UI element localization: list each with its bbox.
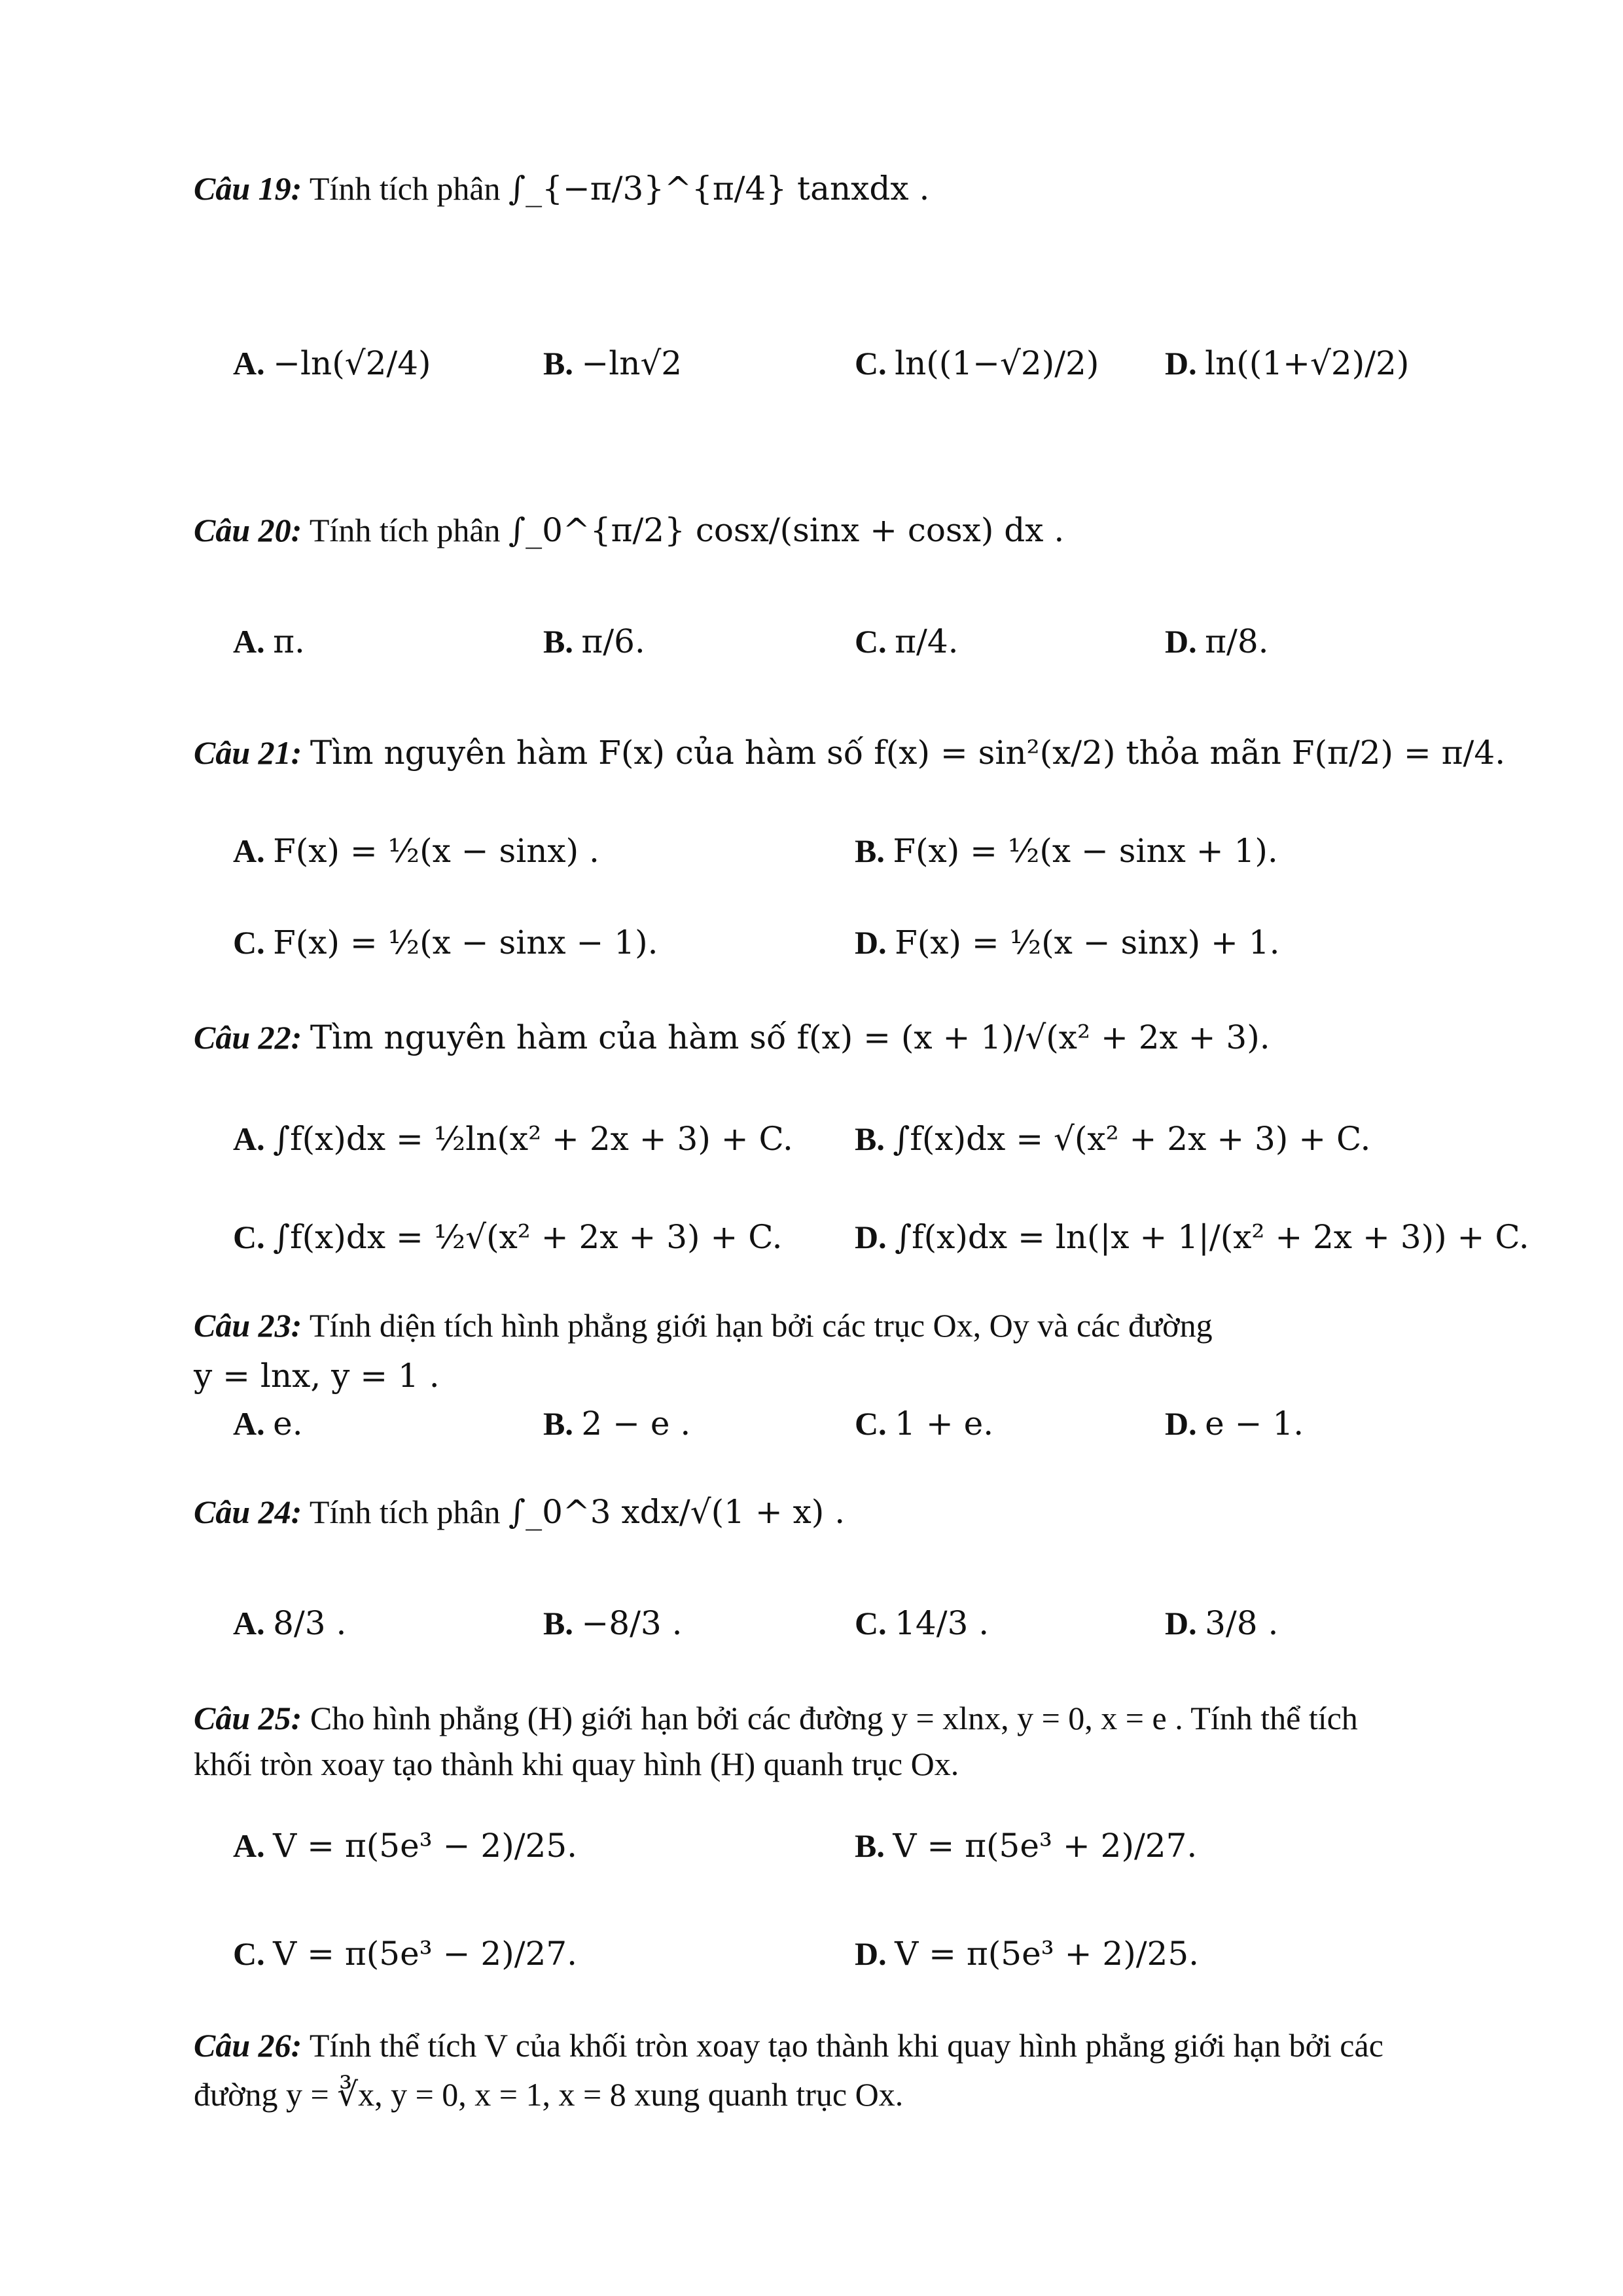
option-d: D. 3/8 . — [1165, 1604, 1279, 1642]
option-b: B. V = π(5e³ + 2)/27. — [855, 1827, 1198, 1865]
option-a: A. e. — [233, 1405, 303, 1443]
question-25 — [194, 1698, 1358, 1738]
option-c: C. 14/3 . — [855, 1604, 990, 1642]
option-a: A. ∫f(x)dx = ½ln(x² + 2x + 3) + C. — [233, 1120, 793, 1158]
option-a: A. F(x) = ½(x − sinx) . — [233, 832, 599, 870]
question-label: Câu 23: — [194, 1307, 302, 1344]
question-20 — [194, 511, 1064, 550]
question-23-line-2: y = lnx, y = 1 . — [194, 1357, 440, 1395]
option-c: C. π/4. — [855, 622, 959, 660]
option-d: D. V = π(5e³ + 2)/25. — [855, 1935, 1200, 1973]
question-text: Tính tích phân — [309, 170, 501, 207]
question-label: Câu 19: — [194, 170, 302, 207]
option-b: B. −8/3 . — [543, 1604, 683, 1642]
option-d: D. ln((1+√2)/2) — [1165, 344, 1410, 382]
question-label: Câu 24: — [194, 1494, 302, 1530]
question-22 — [194, 1018, 1270, 1057]
question-expression: ∫_{−π/3}^{π/4} tanxdx . — [508, 170, 930, 207]
option-b: B. F(x) = ½(x − sinx + 1). — [855, 832, 1278, 870]
option-b: B. 2 − e . — [543, 1405, 691, 1443]
question-label: Câu 22: — [194, 1019, 302, 1056]
question-19 — [194, 169, 929, 208]
option-c: C. ln((1−√2)/2) — [855, 344, 1099, 382]
question-expression: ∫_0^3 xdx/√(1 + x) . — [508, 1493, 846, 1531]
option-b: B. π/6. — [543, 622, 645, 660]
question-text: Cho hình phẳng (H) giới hạn bởi các đường y = xlnx, y = 0, x = e . Tính thể tích — [310, 1700, 1358, 1736]
question-24 — [194, 1492, 845, 1532]
option-c: C. F(x) = ½(x − sinx − 1). — [233, 924, 658, 961]
question-26-line-2: đường y = ∛x, y = 0, x = 1, x = 8 xung quanh trục Ox. — [194, 2076, 904, 2113]
question-21 — [194, 733, 1505, 772]
question-text: Tính diện tích hình phẳng giới hạn bởi các trục Ox, Oy và các đường — [309, 1307, 1213, 1344]
option-a: A. V = π(5e³ − 2)/25. — [233, 1827, 578, 1865]
question-text: Tính tích phân — [309, 1494, 501, 1530]
question-text: Tìm nguyên hàm của hàm số f(x) = (x + 1)/√(x² + 2x + 3). — [310, 1018, 1270, 1056]
question-text: Tính thể tích V của khối tròn xoay tạo thành khi quay hình phẳng giới hạn bởi các — [309, 2027, 1383, 2064]
option-c: C. V = π(5e³ − 2)/27. — [233, 1935, 578, 1973]
question-23 — [194, 1306, 1213, 1345]
option-d: D. F(x) = ½(x − sinx) + 1. — [855, 924, 1280, 961]
question-label: Câu 25: — [194, 1700, 302, 1736]
question-label: Câu 26: — [194, 2027, 302, 2064]
question-text: Tìm nguyên hàm F(x) của hàm số f(x) = sin²(x/2) thỏa mãn F(π/2) = π/4. — [310, 734, 1506, 772]
option-d: D. e − 1. — [1165, 1405, 1304, 1443]
option-d: D. ∫f(x)dx = ln(|x + 1|/(x² + 2x + 3)) + C. — [855, 1218, 1529, 1256]
question-text: Tính tích phân — [309, 512, 501, 548]
option-a: A. π. — [233, 622, 305, 660]
question-25-line-2: khối tròn xoay tạo thành khi quay hình (H) quanh trục Ox. — [194, 1746, 959, 1782]
question-26 — [194, 2026, 1383, 2065]
option-a: A. −ln(√2/4) — [233, 344, 431, 382]
option-b: B. −ln√2 — [543, 344, 683, 382]
question-expression: ∫_0^{π/2} cosx/(sinx + cosx) dx . — [508, 511, 1065, 549]
option-b: B. ∫f(x)dx = √(x² + 2x + 3) + C. — [855, 1120, 1371, 1158]
question-label: Câu 21: — [194, 734, 302, 771]
option-c: C. 1 + e. — [855, 1405, 994, 1443]
question-label: Câu 20: — [194, 512, 302, 548]
option-c: C. ∫f(x)dx = ½√(x² + 2x + 3) + C. — [233, 1218, 783, 1256]
option-d: D. π/8. — [1165, 622, 1269, 660]
option-a: A. 8/3 . — [233, 1604, 347, 1642]
